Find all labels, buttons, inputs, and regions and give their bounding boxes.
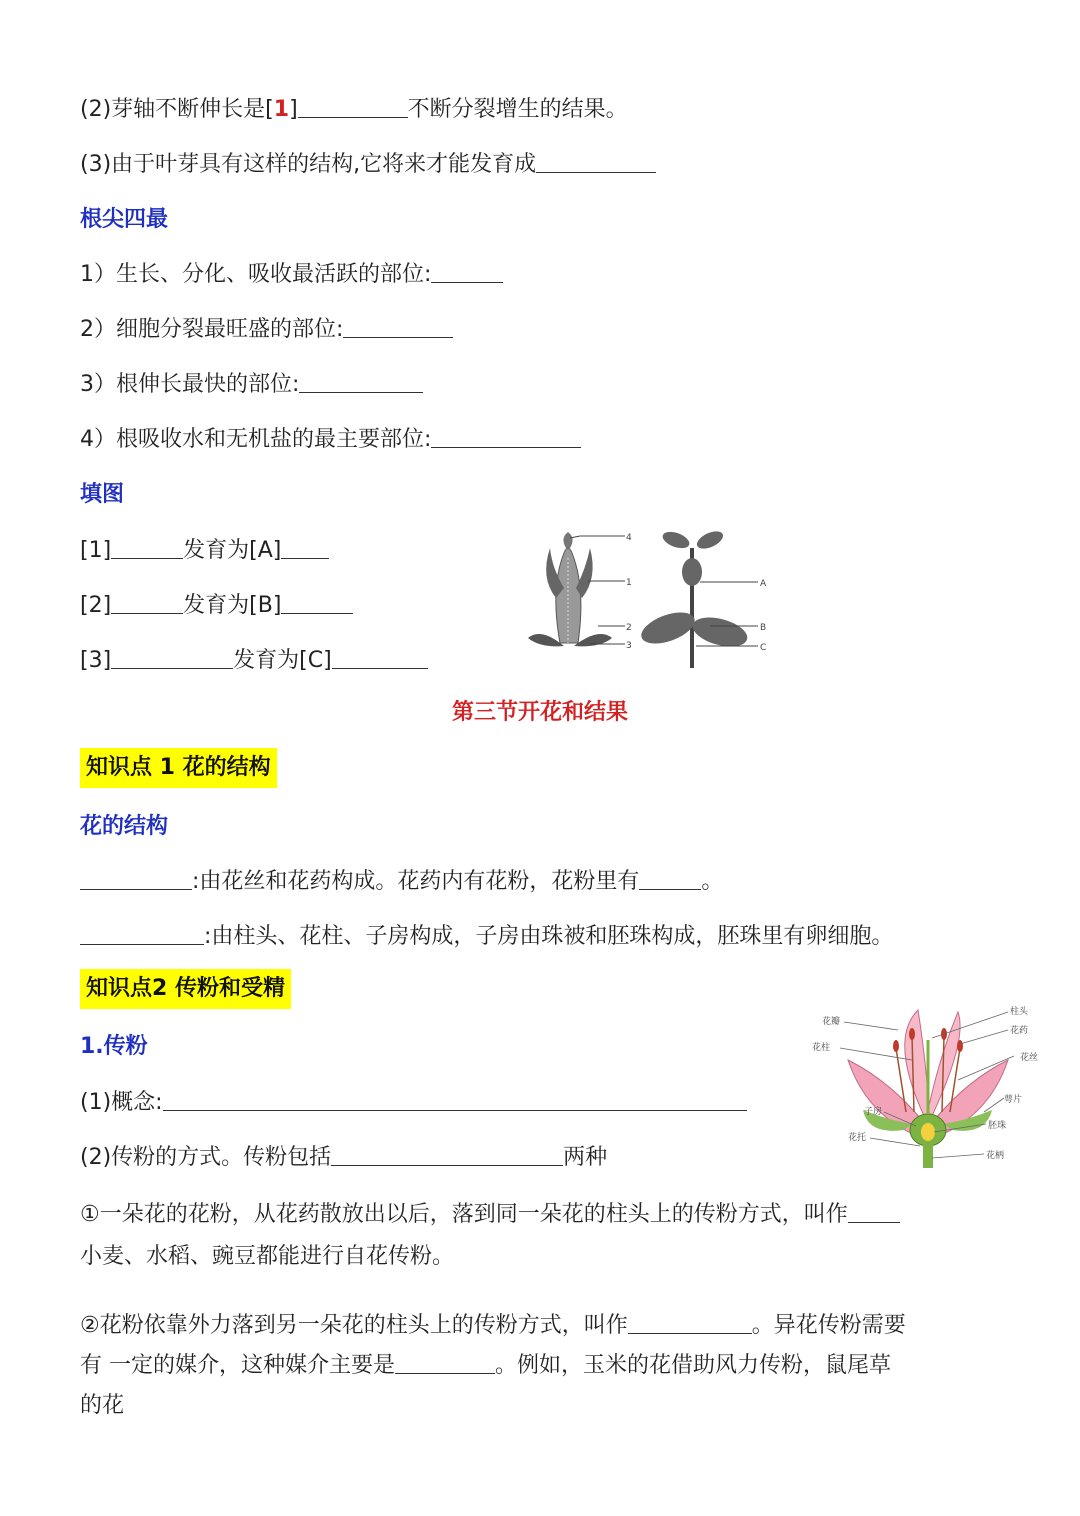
answer-blank[interactable]	[111, 591, 183, 614]
fill-item-3: [3] 发育为[C]	[80, 645, 428, 677]
flower-label-stigma: 柱头	[1010, 1007, 1029, 1017]
root-item-1: 1）生长、分化、吸收最活跃的部位:	[80, 259, 503, 291]
answer-blank[interactable]	[111, 646, 233, 669]
root-tip-heading: 根尖四最	[80, 207, 169, 232]
answer-blank[interactable]	[331, 1143, 563, 1166]
fill-item-2: [2] 发育为[B]	[80, 590, 353, 622]
self-pollination-line-1: ①一朵花的花粉，从花药散放出以后，落到同一朵花的柱头上的传粉方式，叫作	[80, 1199, 900, 1231]
stem-illustration	[637, 528, 750, 668]
flower-structure-heading: 花的结构	[80, 814, 169, 839]
answer-blank[interactable]	[431, 260, 503, 283]
answer-blank[interactable]	[332, 646, 428, 669]
answer-blank[interactable]	[639, 867, 701, 890]
flower-label-sepal: 萼片	[1004, 1095, 1023, 1105]
flower-illustration	[848, 1010, 1008, 1168]
flower-label-anther: 花药	[1010, 1026, 1029, 1036]
self-pollination-line-2: 小麦、水稻、豌豆都能进行自花传粉。	[80, 1244, 455, 1269]
flower-label-pedicel: 花柄	[986, 1151, 1005, 1161]
fill-diagram-heading: 填图	[80, 482, 125, 507]
answer-blank[interactable]	[281, 536, 329, 559]
root-item-3: 3）根伸长最快的部位:	[80, 369, 423, 401]
cross-pollination-line-2: 有 一定的媒介，这种媒介主要是 。例如，玉米的花借助风力传粉，鼠尾草	[80, 1353, 892, 1378]
stem-label-b: B	[760, 623, 767, 633]
answer-blank[interactable]	[80, 922, 204, 945]
pistil-line: :由柱头、花柱、子房构成，子房由珠被和胚珠构成，胚珠里有卵细胞。	[80, 921, 893, 953]
flower-label-ovary: 子房	[864, 1107, 883, 1117]
cross-pollination-line-3: 的花	[80, 1393, 125, 1418]
answer-blank[interactable]	[111, 536, 183, 559]
leaf-bud-diagram	[520, 528, 780, 670]
knowledge-point-2: 知识点2 传粉和受精	[80, 969, 291, 1009]
fill-item-1: [1] 发育为[A]	[80, 535, 329, 567]
methods-line: (2)传粉的方式。传粉包括 两种	[80, 1145, 608, 1170]
answer-blank[interactable]	[343, 315, 453, 338]
cross-pollination-line-1: ②花粉依靠外力落到另一朵花的柱头上的传粉方式，叫作 。异花传粉需要	[80, 1313, 906, 1338]
bud-label-3: 3	[626, 641, 632, 651]
flower-label-petal: 花瓣	[822, 1017, 841, 1027]
question-2: (2)芽轴不断伸长是[1] 不断分裂增生的结果。	[80, 97, 628, 122]
bud-label-1: 1	[626, 578, 632, 588]
leaf-bud-illustration	[528, 532, 612, 646]
section-title: 第三节开花和结果	[451, 700, 628, 725]
answer-blank[interactable]	[163, 1088, 747, 1111]
answer-blank[interactable]	[395, 1351, 495, 1374]
red-number: 1	[273, 97, 290, 122]
pollination-heading: 1.传粉	[80, 1034, 148, 1059]
flower-label-style: 花柱	[812, 1043, 831, 1053]
question-3: (3)由于叶芽具有这样的结构,它将来才能发育成	[80, 149, 656, 181]
concept-line: (1)概念:	[80, 1087, 747, 1119]
stamen-line: :由花丝和花药构成。花药内有花粉，花粉里有 。	[80, 866, 723, 898]
root-item-4: 4）根吸收水和无机盐的最主要部位:	[80, 424, 581, 456]
flower-label-receptacle: 花托	[848, 1133, 867, 1143]
flower-structure-diagram	[808, 1000, 1048, 1170]
stem-label-c: C	[760, 643, 767, 653]
answer-blank[interactable]	[298, 95, 408, 118]
answer-blank[interactable]	[628, 1311, 752, 1334]
flower-label-ovule: 胚珠	[988, 1121, 1007, 1131]
answer-blank[interactable]	[281, 591, 353, 614]
stem-label-a: A	[760, 579, 767, 589]
answer-blank[interactable]	[431, 425, 581, 448]
bud-label-2: 2	[626, 623, 632, 633]
root-item-2: 2）细胞分裂最旺盛的部位:	[80, 314, 453, 346]
answer-blank[interactable]	[80, 867, 192, 890]
flower-label-filament: 花丝	[1020, 1053, 1039, 1063]
answer-blank[interactable]	[848, 1200, 900, 1223]
bud-label-4: 4	[626, 533, 632, 543]
answer-blank[interactable]	[299, 370, 423, 393]
answer-blank[interactable]	[536, 150, 656, 173]
knowledge-point-1: 知识点 1 花的结构	[80, 748, 277, 788]
